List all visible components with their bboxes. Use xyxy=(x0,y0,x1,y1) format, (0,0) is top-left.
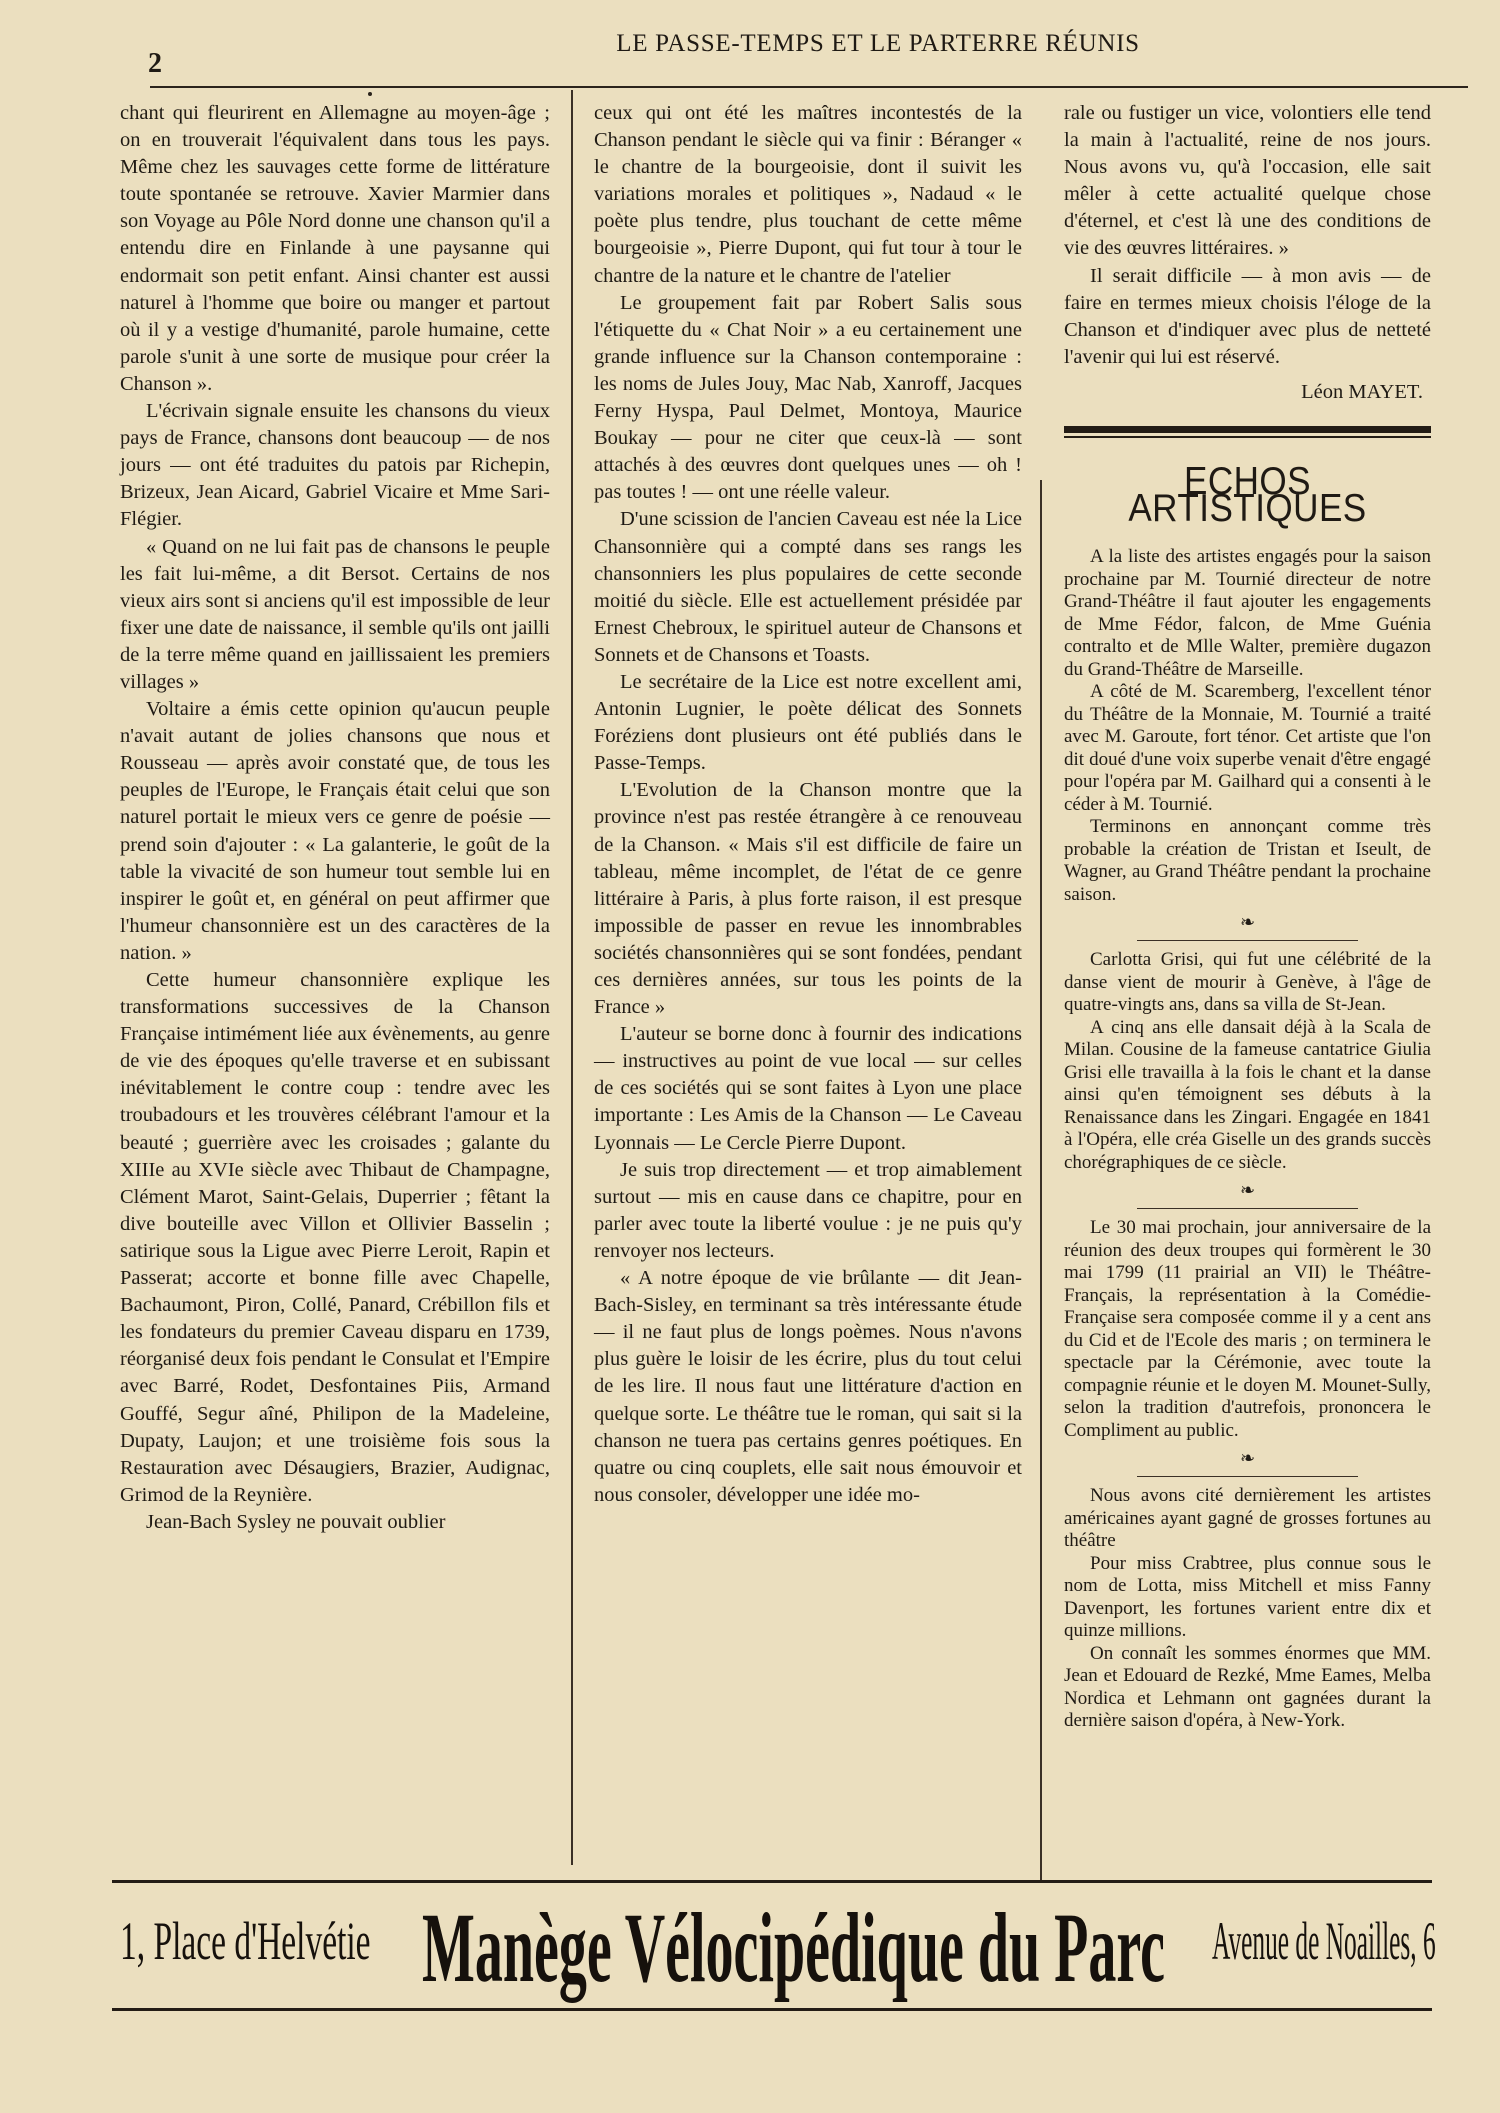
paragraph: L'écrivain signale ensuite les chansons du vieux pays de France, chansons dont beaucoup — de nos jours — ont été traduites du patois par Richepin, Brizeux, Jean Aicard, Gabriel Vicaire et Mme Sari-Flégier. xyxy=(120,400,550,531)
paragraph: Voltaire a émis cette opinion qu'aucun peuple n'avait autant de jolies chansons que nous et Rousseau — après avoir constaté que, de tous les peuples de l'Europe, le Français était celui que son naturel portait le mieux vers ce genre de poésie — prend soin d'ajouter : « La galanterie, le goût de la table la vivacité de son humeur tout semble lui en inspirer le goût et, en général on peut affirmer que l'humeur chansonnière est un des caractères de la nation. » xyxy=(120,698,550,964)
divider xyxy=(1137,1476,1357,1477)
advertisement-banner xyxy=(112,1888,1436,2003)
ad-business-name: Manège Vélocipédique du Parc xyxy=(422,1892,1166,2003)
paragraph: D'une scission de l'ancien Caveau est née la Lice Chansonnière qui a compté dans ses rangs les chansonniers les plus populaires de cette seconde moitié du siècle. Elle est actuellement présidée par Ernest Chebroux, le spirituel auteur de Chansons et Sonnets et de Chansons et Toasts. xyxy=(594,508,1022,666)
paragraph: Cette humeur chansonnière explique les transformations successives de la Chanson Française intimément liée aux évènements, au genre de vie des époques qu'elle traverse et en subissant inévitablement le contre coup : tendre avec les troubadours et les trouvères célébrant l'amour et la beauté ; guerrière avec les croisades ; galante du XIIIe au XVIe siècle avec Thibaut de Champagne, Clément Marot, Saint-Gelais, Duperrier ; fêtant la dive bouteille avec Villon et Ollivier Basselin ; satirique sous la Ligue avec Pierre Leroit, Rapin et Passerat; accorte et bonne fille avec Chapelle, Bachaumont, Piron, Collé, Panard, Crébillon fils et les fondateurs du premier Caveau disparu en 1739, réorganisé deux fois pendant le Consulat et l'Empire avec Barré, Rodet, Desfontaines Piis, Armand Gouffé, Segur aîné, Philipon de la Madeleine, Dupaty, Laujon; et une troisième fois sous la Restauration avec Désaugiers, Brazier, Audignac, Grimod de la Reynière. xyxy=(120,969,550,1506)
paragraph: Le secrétaire de la Lice est notre excellent ami, Antonin Lugnier, le poète délicat des Sonnets Foréziens dont plusieurs ont été publiés dans le Passe-Temps. xyxy=(594,670,1022,775)
paragraph: Il serait difficile — à mon avis — de faire en termes mieux choisis l'éloge de la Chanson et d'indiquer avec plus de netteté l'avenir qui lui est réservé. xyxy=(1064,264,1431,368)
ink-dot xyxy=(368,92,372,96)
section-rule-thick xyxy=(1064,426,1431,433)
paragraph: Nous avons cité dernièrement les artistes américaines ayant gagné de grosses fortunes au théâtre xyxy=(1064,1485,1431,1552)
page-header xyxy=(148,30,1468,80)
paragraph: Je suis trop directement — et trop aimablement surtout — mis en cause dans ce chapitre, pour en parler avec toute la liberté voulue : je ne puis qu'y renvoyer nos lecteurs. xyxy=(594,1158,1022,1262)
section-title: ECHOS ARTISTIQUES xyxy=(1128,460,1367,531)
column-divider-1 xyxy=(571,90,573,1865)
paragraph: Terminons en annonçant comme très probable la création de Tristan et Iseult, de Wagner, au Grand Théâtre pendant la prochaine saison. xyxy=(1064,816,1431,905)
footer-rule-top xyxy=(112,1880,1432,1883)
paragraph: Le groupement fait par Robert Salis sous l'étiquette du « Chat Noir » a eu certainement une grande influence sur la Chanson contemporaine : les noms de Jules Jouy, Mac Nab, Xanroff, Jacques Ferny Hyspa, Paul Delmet, Montoya, Maurice Boukay — pour ne citer que ceux-là — sont attachés à des œuvres dont quelques unes — oh ! pas toutes ! — ont une réelle valeur. xyxy=(594,291,1022,504)
article-column-2 xyxy=(594,100,1022,1509)
section-rule-thin xyxy=(1064,436,1431,438)
paragraph: A la liste des artistes engagés pour la saison prochaine par M. Tournié directeur de notre Grand-Théâtre il faut ajouter les engagements de Mme Fédor, falcon, de Mme Guénia contralto et de Mlle Walter, première dugazon du Grand-Théâtre de Marseille. xyxy=(1064,546,1431,680)
echos-section xyxy=(1064,546,1431,1733)
paragraph: Jean-Bach Sysley ne pouvait oublier xyxy=(146,1510,446,1533)
article-column-1 xyxy=(120,100,550,1536)
paragraph: Le 30 mai prochain, jour anniversaire de la réunion des deux troupes qui formèrent le 30 mai 1799 (11 prairial an VII) le Théâtre-Français, la représentation à la Comédie-Française sera composée comme il y a cent ans du Cid et de l'Ecole des maris ; on terminera le spectacle par la Cérémonie, avec toute la compagnie réunie et le doyen M. Mounet-Sully, selon la tradition d'autrefois, prononcera le Compliment au public. xyxy=(1064,1217,1431,1441)
paragraph: L'auteur se borne donc à fournir des indications — instructives au point de vue local — sur celles de ces sociétés qui se sont faites à Lyon une place importante : Les Amis de la Chanson — Le Caveau Lyonnais — Le Cercle Pierre Dupont. xyxy=(594,1023,1022,1154)
paragraph: A cinq ans elle dansait déjà à la Scala de Milan. Cousine de la fameuse cantatrice Giulia Grisi elle travailla à la fois le chant et la danse ainsi qu'en témoignent ses débuts à la Renaissance dans les Zingari. Engagée en 1841 à l'Opéra, elle créa Giselle un des grands succès chorégraphiques de ce siècle. xyxy=(1064,1016,1431,1173)
paragraph: Carlotta Grisi, qui fut une célébrité de la danse vient de mourir à Genève, à l'âge de quatre-vingts ans, dans sa villa de St-Jean. xyxy=(1064,949,1431,1016)
ornament-separator-icon: ❧ xyxy=(1239,912,1256,934)
paragraph: Pour miss Crabtree, plus connue sous le nom de Lotta, miss Mitchell et miss Fanny Davenport, les fortunes varient entre dix et quinze millions. xyxy=(1064,1552,1431,1642)
page-number: 2 xyxy=(148,48,162,79)
article-column-3 xyxy=(1064,100,1431,1733)
paragraph: rale ou fustiger un vice, volontiers elle tend la main à l'actualité, reine de nos jours. Nous avons vu, qu'à l'occasion, elle sait mêler à cette actualité quelque chose d'éternel, et c'est là une des conditions de vie des œuvres littéraires. » xyxy=(1064,102,1431,260)
ornament-separator-icon: ❧ xyxy=(1239,1180,1256,1202)
paragraph: On connaît les sommes énormes que MM. Jean et Edouard de Rezké, Mme Eames, Melba Nordica et Lehmann ont gagnées durant la dernière saison d'opéra, à New-York. xyxy=(1064,1642,1431,1732)
ornament-separator-icon: ❧ xyxy=(1239,1448,1256,1470)
ad-address-right: Avenue de Noailles, 6 xyxy=(1212,1911,1436,1971)
paragraph: « Quand on ne lui fait pas de chansons le peuple les fait lui-même, a dit Bersot. Certains de nos vieux airs sont si anciens qu'il est impossible de leur fixer une date de naissance, il semble qu'ils ont jailli de la terre même quand en jaillissaient les premiers villages » xyxy=(120,535,550,693)
divider xyxy=(1137,1208,1357,1209)
paragraph: L'Evolution de la Chanson montre que la province n'est pas restée étrangère à ce renouveau de la Chanson. « Mais s'il est difficile de faire un tableau, même incomplet, de l'état de ce genre littéraire à Paris, à plus forte raison, il est presque impossible de passer en revue les innombrables sociétés chansonnières qui se sont fondées, pendant ces dernières années, sur tous les points de la France » xyxy=(594,779,1022,1019)
paragraph: chant qui fleurirent en Allemagne au moyen-âge ; on en trouverait l'équivalent dans tous les pays. Même chez les sauvages cette forme de littérature toute spontanée se retrouve. Xavier Marmier dans son Voyage au Pôle Nord donne une chanson qu'il a entendu dire en Finlande à une paysanne qui endormait son petit enfant. Ainsi chanter est aussi naturel à l'homme que boire ou manger et partout où il y a vestige d'humanité, parole humaine, cette parole s'unit à une sorte de musique pour créer la Chanson ». xyxy=(120,102,550,395)
column-divider-2 xyxy=(1040,480,1042,1880)
paragraph: A côté de M. Scaremberg, l'excellent ténor du Théâtre de la Monnaie, M. Tournié a traité avec M. Garoute, fort ténor. Cet artiste que l'on dit doué d'une voix superbe venait d'être engagé pour l'opéra par M. Gailhard qui a consenti à le céder à M. Tournié. xyxy=(1064,681,1431,815)
footer-rule-bottom xyxy=(112,2008,1432,2011)
running-title: LE PASSE-TEMPS ET LE PARTERRE RÉUNIS xyxy=(616,30,1140,57)
divider xyxy=(1137,940,1357,941)
header-rule xyxy=(150,86,1468,88)
ad-address-left: 1, Place d'Helvétie xyxy=(120,1911,371,1971)
paragraph: « A notre époque de vie brûlante — dit Jean-Bach-Sisley, en terminant sa très intéressante étude — il ne faut plus de longs poèmes. Nous n'avons plus guère le loisir de les écrire, plus du tout celui de les lire. Il nous faut une littérature d'action en quelque sorte. Le théâtre tue le roman, qui sait si la chanson ne tuera pas certains genres poétiques. En quatre ou cinq couplets, elle sait nous émouvoir et nous consoler, développer une idée mo- xyxy=(594,1267,1022,1506)
author-signature: Léon MAYET. xyxy=(1301,380,1423,403)
paragraph: ceux qui ont été les maîtres incontestés de la Chanson pendant le siècle qui va finir : Béranger « le chantre de la bourgeoisie, dont il suivit les variations morales et politiques », Nadaud « le poète plus tendre, plus touchant de cette même bourgeoisie », Pierre Dupont, qui fut tour à tour le chantre de la nature et le chantre de l'atelier xyxy=(594,102,1022,287)
